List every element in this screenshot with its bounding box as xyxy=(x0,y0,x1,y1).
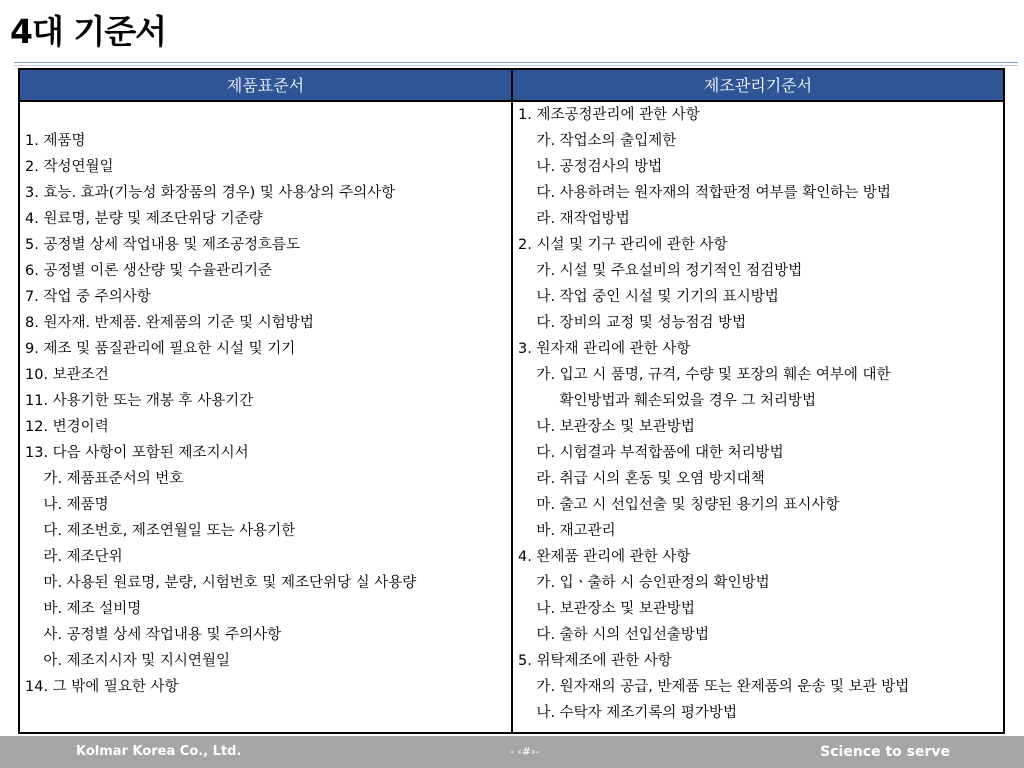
table-line: 13. 다음 사항이 포함된 제조지시서 xyxy=(25,445,249,461)
table-line: 8. 원자재. 반제품. 완제품의 기준 및 시험방법 xyxy=(25,315,314,331)
table-line: 라. 제조단위 xyxy=(25,549,123,565)
table-line: 바. 재고관리 xyxy=(518,523,616,539)
table-line: 사. 공정별 상세 작업내용 및 주의사항 xyxy=(25,627,282,643)
table-line: 나. 공정검사의 방법 xyxy=(518,159,663,175)
table-line: 3. 효능. 효과(기능성 화장품의 경우) 및 사용상의 주의사항 xyxy=(25,185,396,201)
table-line: 가. 입고 시 품명, 규격, 수량 및 포장의 훼손 여부에 대한 xyxy=(518,367,891,383)
page-number: - ‹#›- xyxy=(510,745,540,758)
table-line: 5. 공정별 상세 작업내용 및 제조공정흐름도 xyxy=(25,237,300,253)
table-line: 다. 시험결과 부적합품에 대한 처리방법 xyxy=(518,445,784,461)
table-line: 다. 사용하려는 원자재의 적합판정 여부를 확인하는 방법 xyxy=(518,185,891,201)
table-line: 아. 제조지시자 및 지시연월일 xyxy=(25,653,230,669)
standards-table xyxy=(18,68,1005,734)
table-line: 마. 사용된 원료명, 분량, 시험번호 및 제조단위당 실 사용량 xyxy=(25,575,417,591)
table-line: 바. 제조 설비명 xyxy=(25,601,142,617)
table-line: 다. 제조번호, 제조연월일 또는 사용기한 xyxy=(25,523,296,539)
table-line: 1. 제품명 xyxy=(25,133,86,149)
table-line: 6. 공정별 이론 생산량 및 수율관리기준 xyxy=(25,263,272,279)
table-line: 가. 입ㆍ출하 시 승인판정의 확인방법 xyxy=(518,575,770,591)
title-divider xyxy=(14,62,1018,63)
table-line: 2. 작성연월일 xyxy=(25,159,114,175)
header-manufacturing-standard: 제조관리기준서 xyxy=(513,70,1003,102)
slide-title: 4대 기준서 xyxy=(10,12,166,51)
table-line: 나. 보관장소 및 보관방법 xyxy=(518,419,695,435)
table-line: 라. 취급 시의 혼동 및 오염 방지대책 xyxy=(518,471,765,487)
table-line: 12. 변경이력 xyxy=(25,419,109,435)
table-line: 9. 제조 및 품질관리에 필요한 시설 및 기기 xyxy=(25,341,296,357)
table-line: 가. 작업소의 출입제한 xyxy=(518,133,677,149)
table-line: 3. 원자재 관리에 관한 사항 xyxy=(518,341,691,357)
product-standard-cell xyxy=(20,102,513,732)
table-line: 라. 재작업방법 xyxy=(518,211,630,227)
table-line: 1. 제조공정관리에 관한 사항 xyxy=(518,107,700,123)
table-line: 다. 장비의 교정 및 성능점검 방법 xyxy=(518,315,747,331)
table-line: 5. 위탁제조에 관한 사항 xyxy=(518,653,672,669)
table-line: 나. 수탁자 제조기록의 평가방법 xyxy=(518,705,737,721)
table-line: 다. 출하 시의 선입선출방법 xyxy=(518,627,709,643)
table-line: 11. 사용기한 또는 개봉 후 사용기간 xyxy=(25,393,254,409)
table-line: 4. 원료명, 분량 및 제조단위당 기준량 xyxy=(25,211,263,227)
header-product-standard: 제품표준서 xyxy=(20,70,513,102)
table-line: 가. 시설 및 주요설비의 정기적인 점검방법 xyxy=(518,263,803,279)
table-line: 나. 제품명 xyxy=(25,497,109,513)
company-name: Kolmar Korea Co., Ltd. xyxy=(76,744,242,759)
table-line: 10. 보관조건 xyxy=(25,367,109,383)
table-line: 2. 시설 및 기구 관리에 관한 사항 xyxy=(518,237,728,253)
table-line: 마. 출고 시 선입선출 및 칭량된 용기의 표시사항 xyxy=(518,497,840,513)
table-line: 14. 그 밖에 필요한 사항 xyxy=(25,679,179,695)
table-line: 4. 완제품 관리에 관한 사항 xyxy=(518,549,691,565)
table-line: 가. 제품표준서의 번호 xyxy=(25,471,184,487)
manufacturing-standard-cell xyxy=(513,102,1003,732)
slogan: Science to serve xyxy=(820,744,950,760)
title-divider-secondary xyxy=(14,65,1018,66)
footer-bar xyxy=(0,736,1024,768)
table-line: 나. 보관장소 및 보관방법 xyxy=(518,601,695,617)
table-line: 가. 원자재의 공급, 반제품 또는 완제품의 운송 및 보관 방법 xyxy=(518,679,910,695)
table-line: 나. 작업 중인 시설 및 기기의 표시방법 xyxy=(518,289,779,305)
table-line: 확인방법과 훼손되었을 경우 그 처리방법 xyxy=(518,393,817,409)
table-line: 7. 작업 중 주의사항 xyxy=(25,289,151,305)
